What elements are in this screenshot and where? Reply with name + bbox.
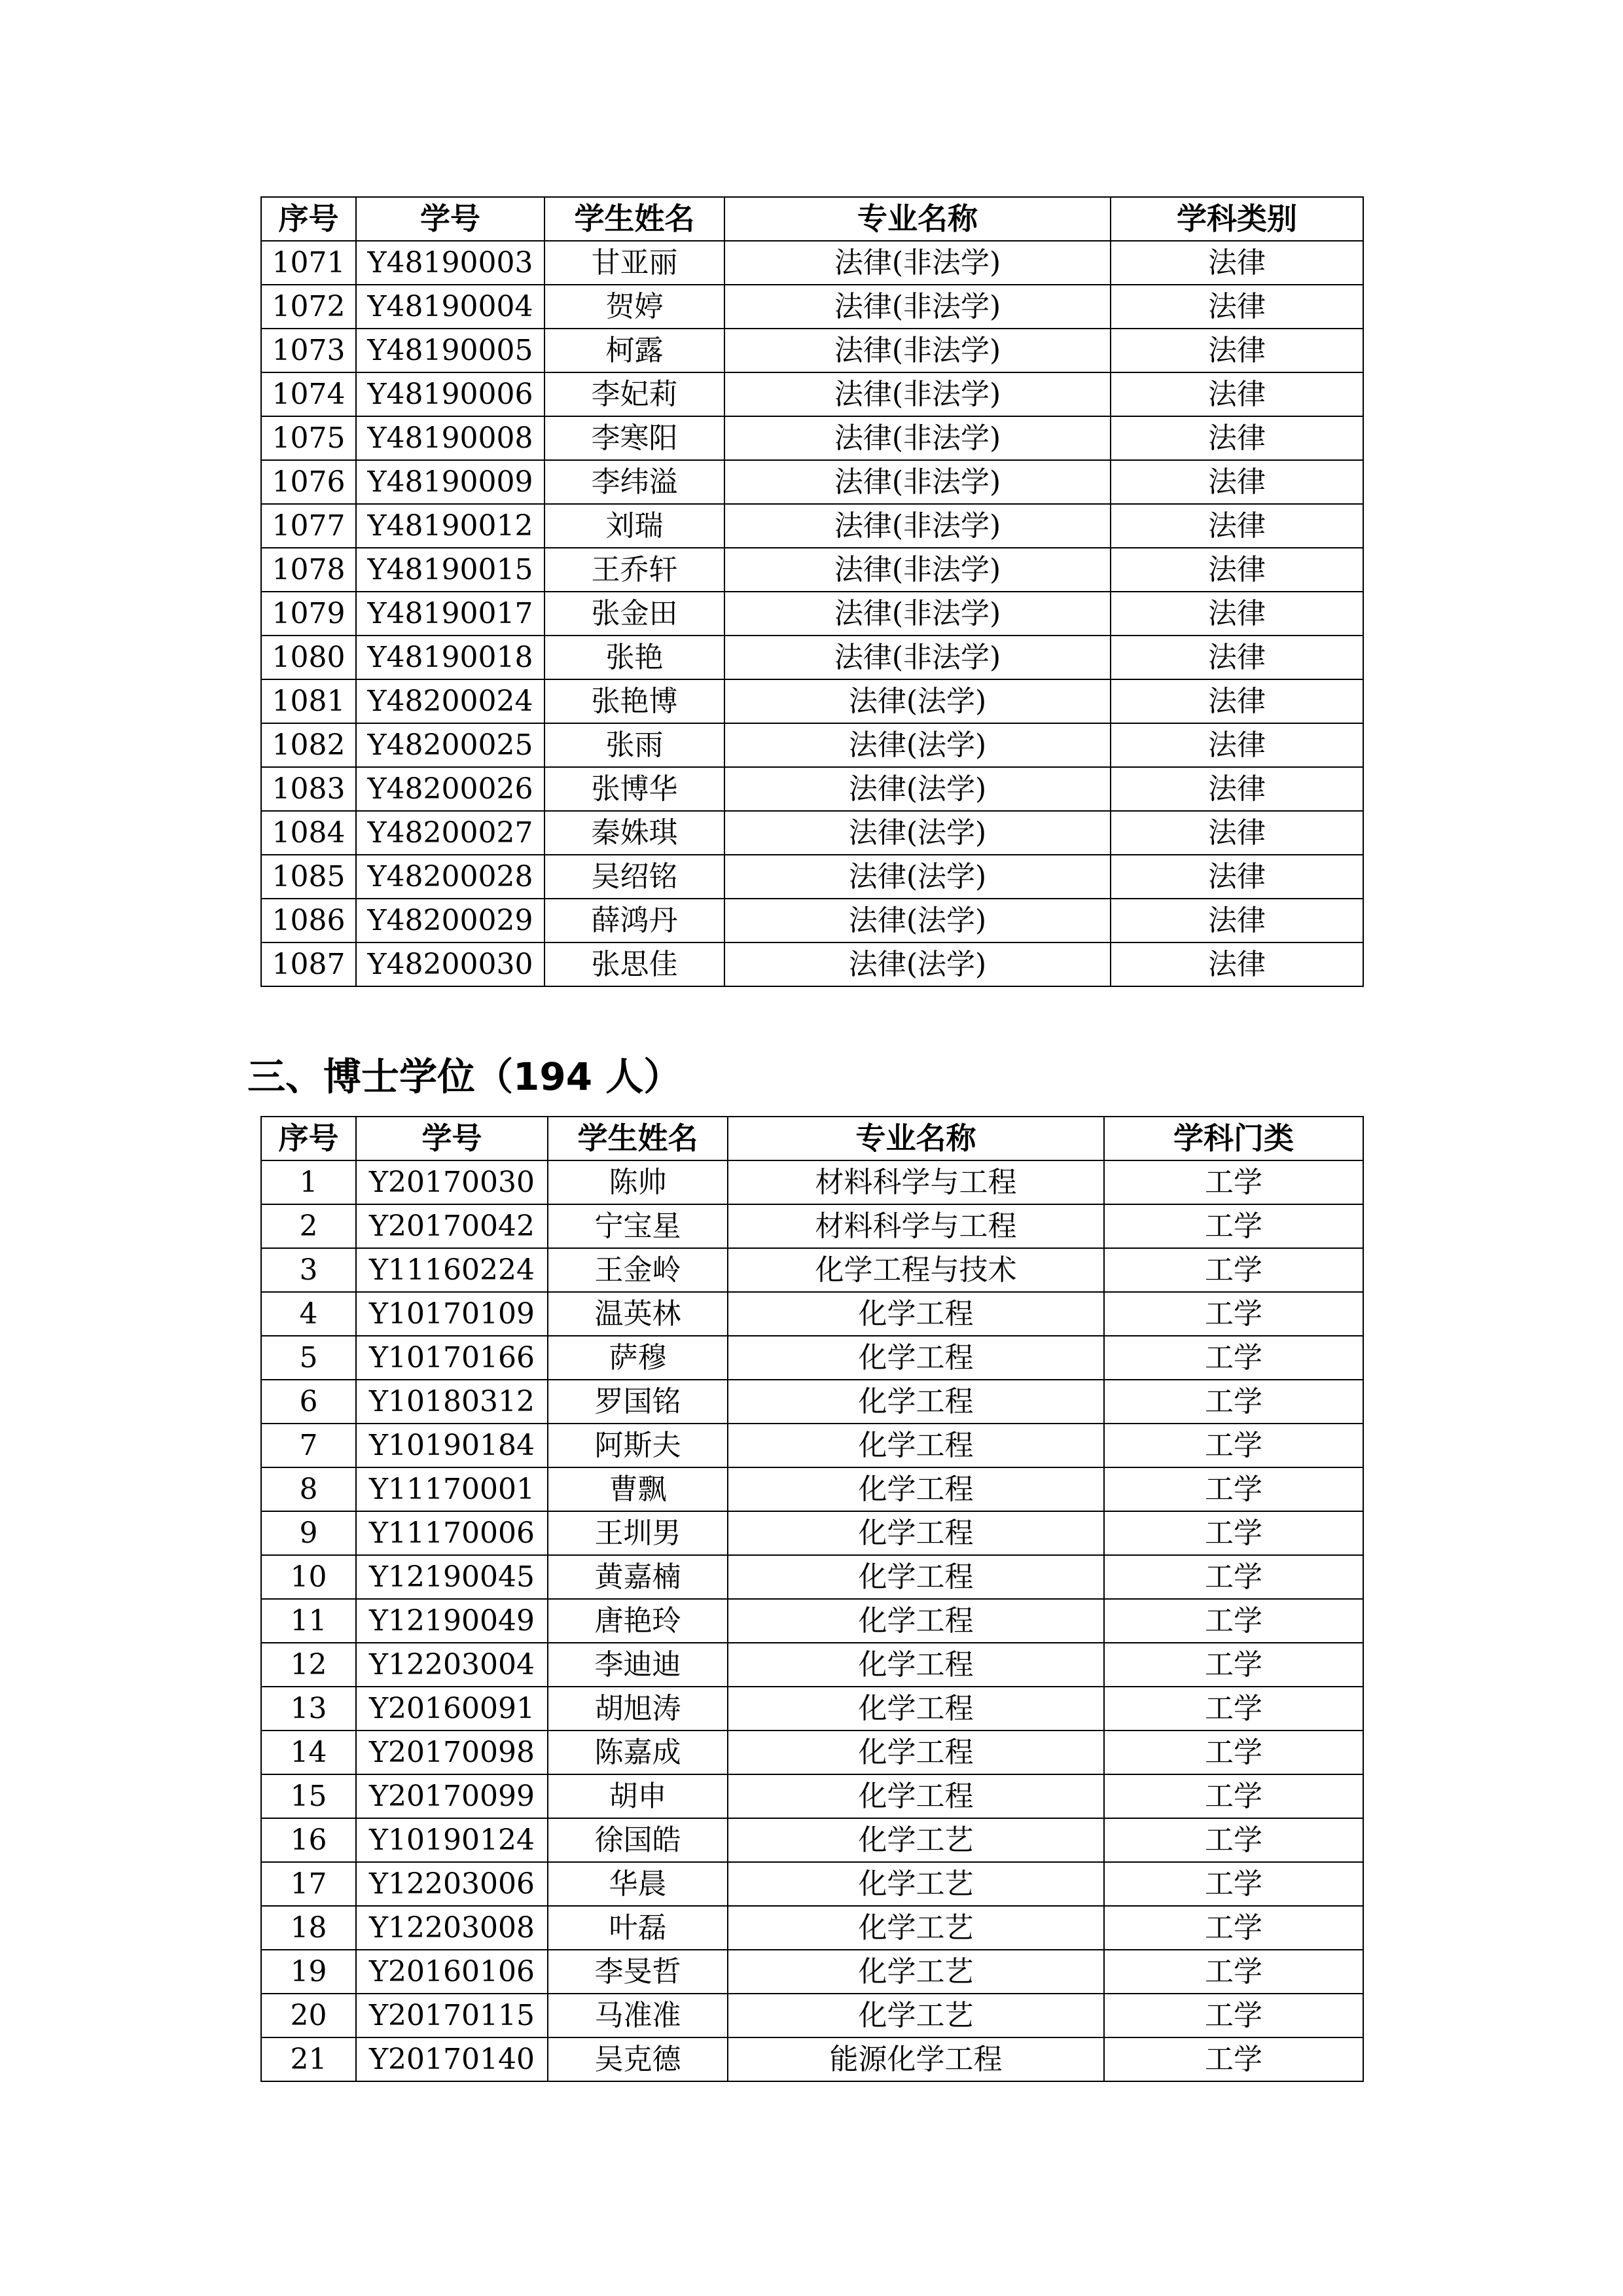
cell-category: 工学 (1104, 1862, 1363, 1906)
cell-category: 法律 (1111, 416, 1363, 460)
cell-student-name: 宁宝星 (548, 1204, 728, 1248)
table-row (261, 2037, 1363, 2081)
cell-student-id: Y20170042 (356, 1204, 548, 1248)
table-row (261, 504, 1363, 548)
cell-major: 法律(法学) (724, 855, 1111, 899)
cell-category: 法律 (1111, 372, 1363, 416)
table-row (261, 1380, 1363, 1424)
cell-student-id: Y48190015 (356, 548, 544, 592)
cell-major: 化学工程与技术 (728, 1248, 1104, 1292)
cell-student-name: 张金田 (544, 592, 724, 636)
table-row (261, 1555, 1363, 1599)
table-row (261, 1160, 1363, 1204)
cell-student-id: Y48190017 (356, 592, 544, 636)
cell-student-id: Y20170098 (356, 1731, 548, 1774)
cell-student-id: Y48190018 (356, 636, 544, 679)
cell-index: 1086 (261, 899, 356, 942)
cell-index: 1076 (261, 460, 356, 504)
cell-index: 21 (261, 2037, 356, 2081)
cell-index: 1083 (261, 767, 356, 811)
table-row (261, 241, 1363, 285)
cell-major: 法律(非法学) (724, 285, 1111, 329)
table-row (261, 1248, 1363, 1292)
cell-category: 工学 (1104, 1906, 1363, 1950)
cell-category: 法律 (1111, 723, 1363, 767)
cell-category: 工学 (1104, 1950, 1363, 1994)
section-heading-doctoral: 三、博士学位（194 人） (247, 1054, 682, 1099)
cell-student-id: Y48190009 (356, 460, 544, 504)
cell-major: 化学工程 (728, 1292, 1104, 1336)
cell-student-name: 王乔轩 (544, 548, 724, 592)
cell-index: 16 (261, 1818, 356, 1862)
cell-major: 化学工程 (728, 1687, 1104, 1731)
cell-student-name: 罗国铭 (548, 1380, 728, 1424)
cell-category: 法律 (1111, 460, 1363, 504)
cell-student-name: 张艳 (544, 636, 724, 679)
table-row (261, 1994, 1363, 2037)
cell-category: 法律 (1111, 636, 1363, 679)
cell-index: 2 (261, 1204, 356, 1248)
table-row (261, 723, 1363, 767)
cell-index: 1082 (261, 723, 356, 767)
cell-category: 工学 (1104, 1643, 1363, 1687)
cell-major: 法律(非法学) (724, 416, 1111, 460)
cell-student-id: Y10170109 (356, 1292, 548, 1336)
cell-student-name: 萨穆 (548, 1336, 728, 1380)
cell-student-id: Y12203006 (356, 1862, 548, 1906)
cell-student-id: Y20170140 (356, 2037, 548, 2081)
cell-major: 法律(法学) (724, 811, 1111, 855)
cell-index: 1087 (261, 942, 356, 986)
cell-student-name: 秦姝琪 (544, 811, 724, 855)
cell-major: 材料科学与工程 (728, 1204, 1104, 1248)
table-row (261, 460, 1363, 504)
cell-student-name: 胡旭涛 (548, 1687, 728, 1731)
table-row (261, 1643, 1363, 1687)
header-index: 序号 (261, 197, 356, 241)
cell-student-id: Y20160091 (356, 1687, 548, 1731)
cell-category: 工学 (1104, 1204, 1363, 1248)
cell-index: 9 (261, 1511, 356, 1555)
header-index: 序号 (261, 1117, 356, 1160)
doctoral-graduates-table (260, 1116, 1364, 2082)
cell-category: 工学 (1104, 1467, 1363, 1511)
table-row (261, 416, 1363, 460)
cell-major: 法律(非法学) (724, 241, 1111, 285)
cell-student-id: Y48190005 (356, 329, 544, 372)
table-row (261, 285, 1363, 329)
cell-student-name: 王圳男 (548, 1511, 728, 1555)
cell-category: 工学 (1104, 1555, 1363, 1599)
cell-student-name: 徐国皓 (548, 1818, 728, 1862)
cell-category: 工学 (1104, 1292, 1363, 1336)
cell-student-name: 温英林 (548, 1292, 728, 1336)
table-row (261, 372, 1363, 416)
table-row (261, 767, 1363, 811)
cell-category: 工学 (1104, 1687, 1363, 1731)
header-student-name: 学生姓名 (544, 197, 724, 241)
cell-major: 法律(非法学) (724, 592, 1111, 636)
cell-index: 10 (261, 1555, 356, 1599)
cell-index: 1 (261, 1160, 356, 1204)
cell-major: 化学工程 (728, 1336, 1104, 1380)
cell-category: 工学 (1104, 1160, 1363, 1204)
cell-student-id: Y48190003 (356, 241, 544, 285)
cell-index: 1081 (261, 679, 356, 723)
cell-student-name: 吴绍铭 (544, 855, 724, 899)
cell-index: 1078 (261, 548, 356, 592)
table-row (261, 899, 1363, 942)
cell-category: 法律 (1111, 899, 1363, 942)
cell-student-name: 李纬溢 (544, 460, 724, 504)
table-row (261, 1467, 1363, 1511)
table-row (261, 855, 1363, 899)
cell-major: 法律(非法学) (724, 548, 1111, 592)
cell-student-name: 阿斯夫 (548, 1424, 728, 1467)
cell-student-id: Y48200028 (356, 855, 544, 899)
cell-index: 18 (261, 1906, 356, 1950)
law-graduates-table (260, 196, 1364, 987)
cell-student-id: Y11170001 (356, 1467, 548, 1511)
cell-student-id: Y48190004 (356, 285, 544, 329)
cell-index: 17 (261, 1862, 356, 1906)
table-row (261, 942, 1363, 986)
header-student-name: 学生姓名 (548, 1117, 728, 1160)
table-row (261, 1906, 1363, 1950)
cell-category: 法律 (1111, 942, 1363, 986)
cell-student-name: 曹飘 (548, 1467, 728, 1511)
header-row (261, 197, 1363, 241)
cell-index: 1085 (261, 855, 356, 899)
cell-student-name: 贺婷 (544, 285, 724, 329)
cell-index: 1072 (261, 285, 356, 329)
cell-student-name: 陈帅 (548, 1160, 728, 1204)
cell-student-id: Y12203004 (356, 1643, 548, 1687)
cell-student-name: 马准准 (548, 1994, 728, 2037)
cell-student-id: Y48200024 (356, 679, 544, 723)
cell-student-id: Y20160106 (356, 1950, 548, 1994)
cell-major: 化学工程 (728, 1643, 1104, 1687)
cell-index: 1084 (261, 811, 356, 855)
cell-index: 3 (261, 1248, 356, 1292)
header-major: 专业名称 (724, 197, 1111, 241)
cell-student-name: 吴克德 (548, 2037, 728, 2081)
cell-student-id: Y10190184 (356, 1424, 548, 1467)
cell-major: 化学工程 (728, 1424, 1104, 1467)
cell-student-id: Y20170030 (356, 1160, 548, 1204)
cell-index: 7 (261, 1424, 356, 1467)
cell-student-name: 甘亚丽 (544, 241, 724, 285)
cell-index: 14 (261, 1731, 356, 1774)
cell-student-name: 黄嘉楠 (548, 1555, 728, 1599)
cell-major: 法律(非法学) (724, 372, 1111, 416)
cell-student-name: 刘瑞 (544, 504, 724, 548)
cell-category: 法律 (1111, 504, 1363, 548)
cell-category: 法律 (1111, 592, 1363, 636)
header-major: 专业名称 (728, 1117, 1104, 1160)
cell-category: 法律 (1111, 241, 1363, 285)
table-row (261, 1687, 1363, 1731)
table-row (261, 1774, 1363, 1818)
cell-major: 法律(法学) (724, 767, 1111, 811)
cell-major: 法律(非法学) (724, 504, 1111, 548)
cell-major: 能源化学工程 (728, 2037, 1104, 2081)
header-student-id: 学号 (356, 197, 544, 241)
cell-index: 12 (261, 1643, 356, 1687)
cell-student-id: Y20170115 (356, 1994, 548, 2037)
cell-student-id: Y10180312 (356, 1380, 548, 1424)
cell-major: 化学工程 (728, 1380, 1104, 1424)
cell-major: 化学工程 (728, 1555, 1104, 1599)
cell-major: 法律(法学) (724, 679, 1111, 723)
cell-student-name: 柯露 (544, 329, 724, 372)
cell-category: 工学 (1104, 1511, 1363, 1555)
cell-index: 1071 (261, 241, 356, 285)
cell-student-name: 李旻哲 (548, 1950, 728, 1994)
cell-student-name: 张雨 (544, 723, 724, 767)
cell-student-name: 唐艳玲 (548, 1599, 728, 1643)
cell-category: 工学 (1104, 1380, 1363, 1424)
cell-student-name: 陈嘉成 (548, 1731, 728, 1774)
cell-index: 1077 (261, 504, 356, 548)
table-row (261, 1204, 1363, 1248)
header-row (261, 1117, 1363, 1160)
cell-major: 化学工艺 (728, 1994, 1104, 2037)
cell-index: 19 (261, 1950, 356, 1994)
table-row (261, 1862, 1363, 1906)
table-row (261, 1511, 1363, 1555)
cell-major: 法律(法学) (724, 899, 1111, 942)
cell-major: 材料科学与工程 (728, 1160, 1104, 1204)
cell-index: 20 (261, 1994, 356, 2037)
table-row (261, 1599, 1363, 1643)
cell-major: 化学工艺 (728, 1862, 1104, 1906)
cell-index: 15 (261, 1774, 356, 1818)
cell-category: 工学 (1104, 1818, 1363, 1862)
table-row (261, 548, 1363, 592)
table-row (261, 1731, 1363, 1774)
table-row (261, 329, 1363, 372)
cell-student-name: 华晨 (548, 1862, 728, 1906)
table-row (261, 592, 1363, 636)
cell-student-id: Y10170166 (356, 1336, 548, 1380)
cell-category: 工学 (1104, 1424, 1363, 1467)
cell-student-id: Y48200027 (356, 811, 544, 855)
cell-student-name: 张艳博 (544, 679, 724, 723)
cell-index: 5 (261, 1336, 356, 1380)
cell-student-id: Y48190012 (356, 504, 544, 548)
cell-major: 化学工程 (728, 1511, 1104, 1555)
cell-category: 法律 (1111, 679, 1363, 723)
cell-major: 法律(非法学) (724, 460, 1111, 504)
table-body (261, 1160, 1363, 2081)
table-row (261, 1292, 1363, 1336)
cell-major: 化学工程 (728, 1774, 1104, 1818)
table-row (261, 1336, 1363, 1380)
cell-index: 1074 (261, 372, 356, 416)
cell-category: 工学 (1104, 1731, 1363, 1774)
cell-student-id: Y48200025 (356, 723, 544, 767)
cell-major: 化学工艺 (728, 1906, 1104, 1950)
cell-student-id: Y11160224 (356, 1248, 548, 1292)
cell-major: 法律(非法学) (724, 329, 1111, 372)
cell-student-name: 张思佳 (544, 942, 724, 986)
cell-student-id: Y12190049 (356, 1599, 548, 1643)
cell-category: 工学 (1104, 1774, 1363, 1818)
cell-major: 法律(非法学) (724, 636, 1111, 679)
cell-index: 11 (261, 1599, 356, 1643)
cell-category: 法律 (1111, 811, 1363, 855)
cell-major: 化学工程 (728, 1731, 1104, 1774)
cell-student-id: Y48200030 (356, 942, 544, 986)
cell-student-name: 张博华 (544, 767, 724, 811)
cell-category: 法律 (1111, 767, 1363, 811)
cell-student-id: Y48200026 (356, 767, 544, 811)
cell-student-id: Y20170099 (356, 1774, 548, 1818)
cell-index: 1073 (261, 329, 356, 372)
cell-student-id: Y10190124 (356, 1818, 548, 1862)
cell-student-name: 王金岭 (548, 1248, 728, 1292)
header-student-id: 学号 (356, 1117, 548, 1160)
table-body (261, 241, 1363, 986)
cell-major: 化学工程 (728, 1467, 1104, 1511)
cell-category: 法律 (1111, 285, 1363, 329)
cell-major: 化学工程 (728, 1599, 1104, 1643)
header-category: 学科类别 (1111, 197, 1363, 241)
cell-index: 8 (261, 1467, 356, 1511)
cell-major: 法律(法学) (724, 942, 1111, 986)
cell-index: 4 (261, 1292, 356, 1336)
table-row (261, 679, 1363, 723)
cell-student-id: Y11170006 (356, 1511, 548, 1555)
cell-student-name: 李妃莉 (544, 372, 724, 416)
table-header (261, 1117, 1363, 1160)
cell-major: 法律(法学) (724, 723, 1111, 767)
cell-student-name: 薛鸿丹 (544, 899, 724, 942)
cell-category: 法律 (1111, 855, 1363, 899)
cell-category: 工学 (1104, 1248, 1363, 1292)
cell-category: 工学 (1104, 1994, 1363, 2037)
cell-category: 工学 (1104, 1599, 1363, 1643)
cell-major: 化学工艺 (728, 1950, 1104, 1994)
cell-index: 13 (261, 1687, 356, 1731)
table-header (261, 197, 1363, 241)
cell-category: 工学 (1104, 2037, 1363, 2081)
cell-student-name: 李寒阳 (544, 416, 724, 460)
cell-category: 法律 (1111, 329, 1363, 372)
table-row (261, 811, 1363, 855)
table-row (261, 636, 1363, 679)
table-row (261, 1950, 1363, 1994)
cell-student-name: 叶磊 (548, 1906, 728, 1950)
cell-student-id: Y48200029 (356, 899, 544, 942)
cell-major: 化学工艺 (728, 1818, 1104, 1862)
cell-index: 6 (261, 1380, 356, 1424)
cell-student-id: Y12203008 (356, 1906, 548, 1950)
cell-student-name: 李迪迪 (548, 1643, 728, 1687)
table-row (261, 1424, 1363, 1467)
cell-student-name: 胡申 (548, 1774, 728, 1818)
header-discipline: 学科门类 (1104, 1117, 1363, 1160)
table-row (261, 1818, 1363, 1862)
cell-category: 工学 (1104, 1336, 1363, 1380)
cell-student-id: Y12190045 (356, 1555, 548, 1599)
cell-index: 1079 (261, 592, 356, 636)
cell-index: 1075 (261, 416, 356, 460)
cell-category: 法律 (1111, 548, 1363, 592)
cell-student-id: Y48190008 (356, 416, 544, 460)
cell-student-id: Y48190006 (356, 372, 544, 416)
cell-index: 1080 (261, 636, 356, 679)
